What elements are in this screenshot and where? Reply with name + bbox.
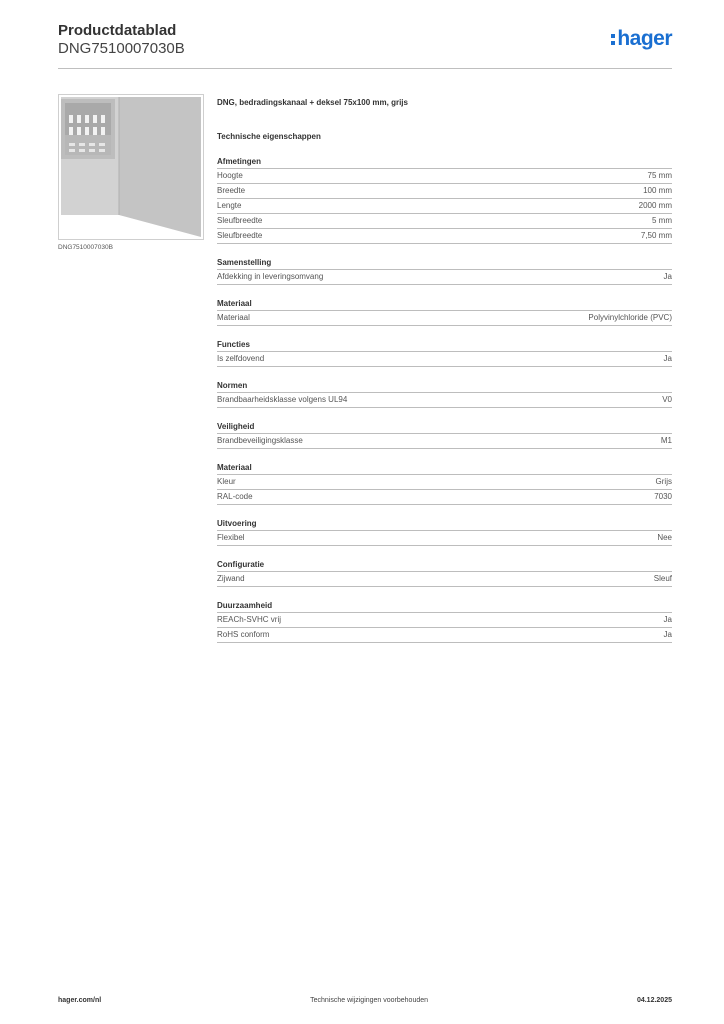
property-value: Sleuf xyxy=(653,574,672,583)
page-header xyxy=(58,22,672,69)
footer-date: 04.12.2025 xyxy=(636,997,672,1004)
product-image xyxy=(58,94,204,240)
property-value: Ja xyxy=(663,354,672,363)
property-row xyxy=(217,613,672,628)
property-group xyxy=(217,599,672,643)
property-row xyxy=(217,475,672,490)
property-label: RAL-code xyxy=(217,492,253,501)
property-row xyxy=(217,184,672,199)
property-label: Brandbaarheidsklasse volgens UL94 xyxy=(217,395,348,404)
property-row xyxy=(217,572,672,587)
property-group xyxy=(217,155,672,244)
property-group xyxy=(217,338,672,367)
property-label: Flexibel xyxy=(217,533,245,542)
product-details xyxy=(217,97,672,643)
property-value: 7,50 mm xyxy=(640,231,672,240)
product-name: DNG, bedradingskanaal + deksel 75x100 mm, grijs xyxy=(217,98,408,107)
property-label: Hoogte xyxy=(217,171,243,180)
section-title: Technische eigenschappen xyxy=(217,132,321,141)
property-value: 5 mm xyxy=(652,216,672,225)
product-code: DNG7510007030B xyxy=(58,40,185,57)
property-value: Ja xyxy=(663,615,672,624)
property-row xyxy=(217,214,672,229)
group-title: Configuratie xyxy=(217,558,672,572)
property-value: Grijs xyxy=(655,477,672,486)
group-title: Veiligheid xyxy=(217,420,672,434)
property-value: 75 mm xyxy=(647,171,672,180)
group-title: Duurzaamheid xyxy=(217,599,672,613)
property-row xyxy=(217,229,672,244)
document-title: Productdatablad xyxy=(58,22,177,39)
group-title: Materiaal xyxy=(217,297,672,311)
property-row xyxy=(217,434,672,449)
property-label: REACh-SVHC vrij xyxy=(217,615,282,624)
property-row xyxy=(217,352,672,367)
page-footer xyxy=(58,997,672,1004)
property-label: Brandbeveiligingsklasse xyxy=(217,436,303,445)
property-row xyxy=(217,393,672,408)
property-value: Nee xyxy=(657,533,672,542)
property-label: Materiaal xyxy=(217,313,250,322)
property-group xyxy=(217,420,672,449)
property-value: 7030 xyxy=(654,492,672,501)
property-value: 2000 mm xyxy=(638,201,672,210)
logo-dots-icon xyxy=(611,34,615,45)
property-label: Lengte xyxy=(217,201,242,210)
property-value: 100 mm xyxy=(643,186,672,195)
property-row xyxy=(217,311,672,326)
hager-logo xyxy=(611,28,672,50)
property-group xyxy=(217,517,672,546)
property-row xyxy=(217,628,672,643)
property-row xyxy=(217,531,672,546)
property-value: Ja xyxy=(663,630,672,639)
footer-website-link[interactable]: hager.com/nl xyxy=(58,997,102,1004)
property-label: Zijwand xyxy=(217,574,245,583)
property-value: Polyvinylchloride (PVC) xyxy=(588,313,672,322)
property-label: Is zelfdovend xyxy=(217,354,265,363)
group-title: Materiaal xyxy=(217,461,672,475)
property-label: Sleufbreedte xyxy=(217,231,263,240)
property-row xyxy=(217,490,672,505)
group-title: Afmetingen xyxy=(217,155,672,169)
property-row xyxy=(217,270,672,285)
logo-text: hager xyxy=(617,27,672,50)
property-row xyxy=(217,169,672,184)
footer-notice: Technische wijzigingen voorbehouden xyxy=(310,997,429,1004)
property-value: Ja xyxy=(663,272,672,281)
property-group xyxy=(217,558,672,587)
property-group xyxy=(217,461,672,505)
cable-duct-image xyxy=(59,95,203,239)
property-label: Afdekking in leveringsomvang xyxy=(217,272,324,281)
property-row xyxy=(217,199,672,214)
property-label: Kleur xyxy=(217,477,236,486)
property-label: RoHS conform xyxy=(217,630,270,639)
image-caption: DNG7510007030B xyxy=(58,244,113,251)
group-title: Functies xyxy=(217,338,672,352)
property-group xyxy=(217,256,672,285)
property-value: V0 xyxy=(662,395,672,404)
property-label: Sleufbreedte xyxy=(217,216,263,225)
property-group xyxy=(217,297,672,326)
property-group xyxy=(217,379,672,408)
property-value: M1 xyxy=(660,436,672,445)
property-label: Breedte xyxy=(217,186,246,195)
group-title: Uitvoering xyxy=(217,517,672,531)
group-title: Samenstelling xyxy=(217,256,672,270)
group-title: Normen xyxy=(217,379,672,393)
